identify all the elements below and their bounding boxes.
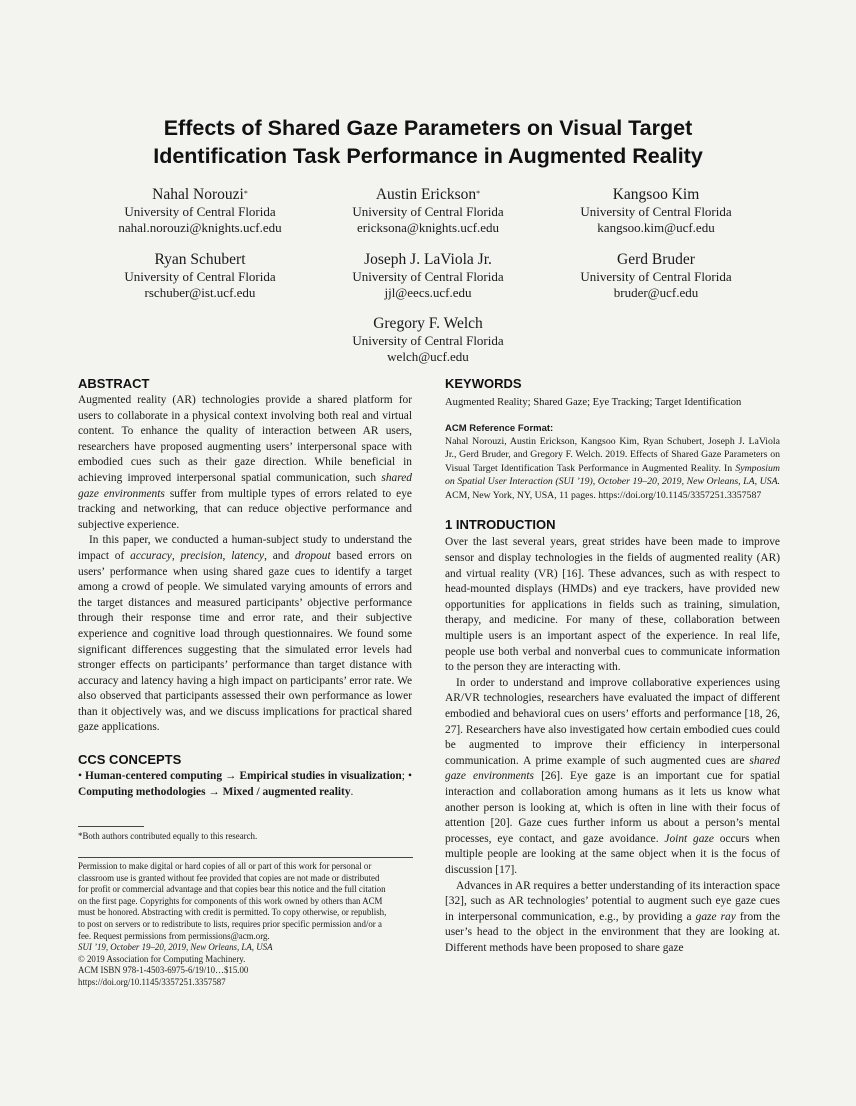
author-name: Austin Erickson (375, 186, 477, 203)
intro-emphasis: Joint gaze (664, 832, 714, 845)
ccs-text: . (350, 785, 354, 798)
intro-paragraph (445, 676, 780, 879)
abstract-emphasis: dropout (295, 549, 331, 562)
copyright-line: must be honored. Abstracting with credit is permitted. To copy otherwise, or republish, (78, 907, 387, 918)
abstract-emphasis: accuracy (130, 549, 172, 562)
author-email[interactable]: rschuber@ist.ucf.edu (144, 285, 256, 300)
keywords-heading: KEYWORDS (445, 376, 522, 391)
intro-paragraph: Over the last several years, great strides have been made to improve sensor and display technologies in the fields of augmented reality (AR) and virtual reality (VR) [16]. These advances, such as with respect to head-mounted displays (HMDs) and eye trackers, have provided new opportunities for applications in fields such as training, simulation, therapy, and medicine. For many of these, collaboration between multiple users is an important aspect of the experience. In real life, people use both verbal and nonverbal cues to communicate information to the person they are interacting with. (445, 536, 780, 674)
intro-emphasis: gaze ray (695, 910, 736, 923)
copyright-venue: SUI ’19, October 19–20, 2019, New Orleans, LA, USA (78, 942, 273, 953)
title-line-1: Effects of Shared Gaze Parameters on Visual Target (163, 116, 693, 140)
author-block (526, 185, 786, 236)
ccs-arrow: → (222, 770, 240, 783)
author-affiliation: University of Central Florida (352, 333, 504, 348)
intro-text: [26]. Eye gaze is an important cue for spatial interaction and collaboration among humans as it lets us know what another person is looking at, which is often in line with their focus of attention [20]. Gaze cues further inform us about a person’s mental processes, eye contact, and gaze avoidance. (445, 770, 780, 845)
intro-text: In order to understand and improve collaborative experiences using AR/VR technologies, researchers have evaluated the impact of different embodied and behavioral cues on users’ efforts and performance [18, 26, 27]. Researchers have also investigated how certain embodied cues could be augmented to improve their efficiency in interpersonal communication. A prime example of such augmented cues are (445, 676, 780, 767)
copyright-isbn: ACM ISBN 978-1-4503-6975-6/19/10…$15.00 (78, 965, 249, 976)
abstract-text: , (222, 549, 232, 562)
intro-text: from the user’s head to the object in the environment that they are looking at. Different methods have been proposed to share gaze (445, 910, 780, 954)
copyright-block (78, 861, 413, 989)
author-email[interactable]: kangsoo.kim@ucf.edu (597, 220, 715, 235)
abstract-text: In this paper, we conducted a human-subject study to understand the impact of (78, 534, 412, 562)
footnote-rule (78, 826, 144, 827)
author-block (298, 185, 558, 236)
ccs-term: Empirical studies in visualization (239, 770, 402, 783)
abstract-paragraph (78, 393, 412, 533)
abstract-text: , and (264, 549, 296, 562)
ccs-text: ; • (401, 770, 412, 783)
author-name: Kangsoo Kim (612, 186, 700, 203)
abstract-text: Augmented reality (AR) technologies provide a shared platform for users to collaborate in a physical context involving both real and virtual content. To enhance the quality of interaction between AR users, researchers have proposed augmenting users’ interpersonal space with embodied cues such as their gaze direction. While beneficial in achieving improved interpersonal spatial communication, such (78, 394, 412, 484)
abstract-heading: ABSTRACT (78, 376, 150, 391)
equal-contribution-mark: * (476, 189, 481, 198)
abstract-emphasis: shared gaze environments (78, 471, 412, 500)
keywords-text: Augmented Reality; Shared Gaze; Eye Tracking; Target Identification (445, 397, 742, 408)
intro-emphasis: shared gaze environments (445, 754, 780, 783)
author-name: Nahal Norouzi (152, 186, 244, 203)
author-block (70, 250, 330, 301)
ccs-term: Computing methodologies (78, 785, 206, 798)
abstract-emphasis: precision (180, 549, 223, 562)
author-email[interactable]: jjl@eecs.ucf.edu (384, 285, 472, 300)
ccs-term: Human-centered computing (85, 770, 223, 783)
footnote: *Both authors contributed equally to this research. (78, 831, 258, 841)
copyright-line: fee. Request permissions from permissions@acm.org. (78, 930, 270, 941)
paper-title (0, 114, 856, 170)
copyright-line: for profit or commercial advantage and that copies bear this notice and the full citation (78, 884, 386, 895)
ccs-heading: CCS CONCEPTS (78, 752, 182, 768)
ccs-arrow: → (205, 785, 223, 798)
author-name: Gerd Bruder (617, 251, 695, 268)
abstract-text: based errors on users’ performance when using shared gaze cues to identify a target among a crowd of people. We simulated varying amounts of errors and the target distances and measured participants’ objective performance through their response time and error rate, and their subjective experience and cognitive load through questionnaires. We found some significant differences suggesting that the simulated error levels had stronger effects on participants’ performance than target distance with accuracy and latency having a high impact on participants’ error rate. We also observed that participants assessed their own performance as lower than it objectively was, and we discuss implications for practical shared gaze applications. (78, 549, 412, 734)
copyright-line: classroom use is granted without fee provided that copies are not made or distributed (78, 872, 380, 883)
reference-format-heading: ACM Reference Format: (445, 422, 554, 434)
abstract-paragraph (78, 533, 412, 736)
copyright-line: on the first page. Copyrights for components of this work owned by others than ACM (78, 895, 383, 906)
author-affiliation: University of Central Florida (124, 269, 276, 284)
equal-contribution-mark: * (243, 189, 248, 198)
copyright-line: to post on servers or to redistribute to lists, requires prior specific permission and/or a (78, 918, 382, 929)
author-affiliation: University of Central Florida (580, 204, 732, 219)
author-affiliation: University of Central Florida (580, 269, 732, 284)
copyright-rule (78, 857, 413, 858)
introduction-heading: 1 INTRODUCTION (445, 517, 556, 533)
reference-emphasis: Symposium on Spatial User Interaction (SUI ’19), October 19–20, 2019, New Orleans, LA, USA. (445, 462, 780, 488)
author-affiliation: University of Central Florida (352, 204, 504, 219)
author-email[interactable]: bruder@ucf.edu (613, 285, 699, 300)
author-email[interactable]: nahal.norouzi@knights.ucf.edu (118, 220, 282, 235)
copyright-rights: © 2019 Association for Computing Machinery. (78, 953, 246, 964)
abstract-text: suffer from multiple types of errors related to eye tracking and networking, that can reduce objective performance and subjective experience. (78, 487, 412, 531)
author-affiliation: University of Central Florida (352, 269, 504, 284)
author-name: Joseph J. LaViola Jr. (364, 251, 492, 268)
intro-text: Advances in AR requires a better understanding of its interaction space [32], such as AR technologies’ potential to augment such eye gaze cues in interpersonal communication, e.g., by providing a (445, 879, 780, 923)
reference-text: Nahal Norouzi, Austin Erickson, Kangsoo Kim, Ryan Schubert, Joseph J. LaViola Jr., Gerd Bruder, and Gregory F. Welch. 2019. Effects of Shared Gaze Parameters on Visual Target Identification Task Performance in Augmented Reality. In (445, 435, 780, 474)
ccs-term: Mixed / augmented reality (222, 785, 351, 798)
intro-text: occurs when multiple people are looking at the same object when it is the focus of discussion [17]. (445, 832, 780, 876)
title-line-2: Identification Task Performance in Augmented Reality (153, 144, 703, 168)
author-block (298, 314, 558, 365)
author-name: Gregory F. Welch (373, 315, 483, 332)
ccs-concepts (78, 769, 412, 800)
copyright-doi-link[interactable]: https://doi.org/10.1145/3357251.3357587 (78, 976, 226, 987)
author-affiliation: University of Central Florida (124, 204, 276, 219)
author-block (526, 250, 786, 301)
author-name: Ryan Schubert (154, 251, 246, 268)
copyright-line: Permission to make digital or hard copies of all or part of this work for personal or (78, 861, 372, 871)
reference-format-text (445, 435, 780, 503)
abstract-emphasis: latency (231, 549, 265, 562)
author-email[interactable]: ericksona@knights.ucf.edu (357, 220, 499, 235)
abstract-text: , (171, 549, 181, 562)
intro-paragraph (445, 879, 780, 957)
left-column (78, 375, 412, 800)
author-block (70, 185, 330, 236)
author-block (298, 250, 558, 301)
ccs-text: • (78, 770, 86, 783)
right-column (445, 375, 780, 957)
reference-text: ACM, New York, NY, USA, 11 pages. https://doi.org/10.1145/3357251.3357587 (445, 489, 762, 501)
author-email[interactable]: welch@ucf.edu (387, 349, 469, 364)
